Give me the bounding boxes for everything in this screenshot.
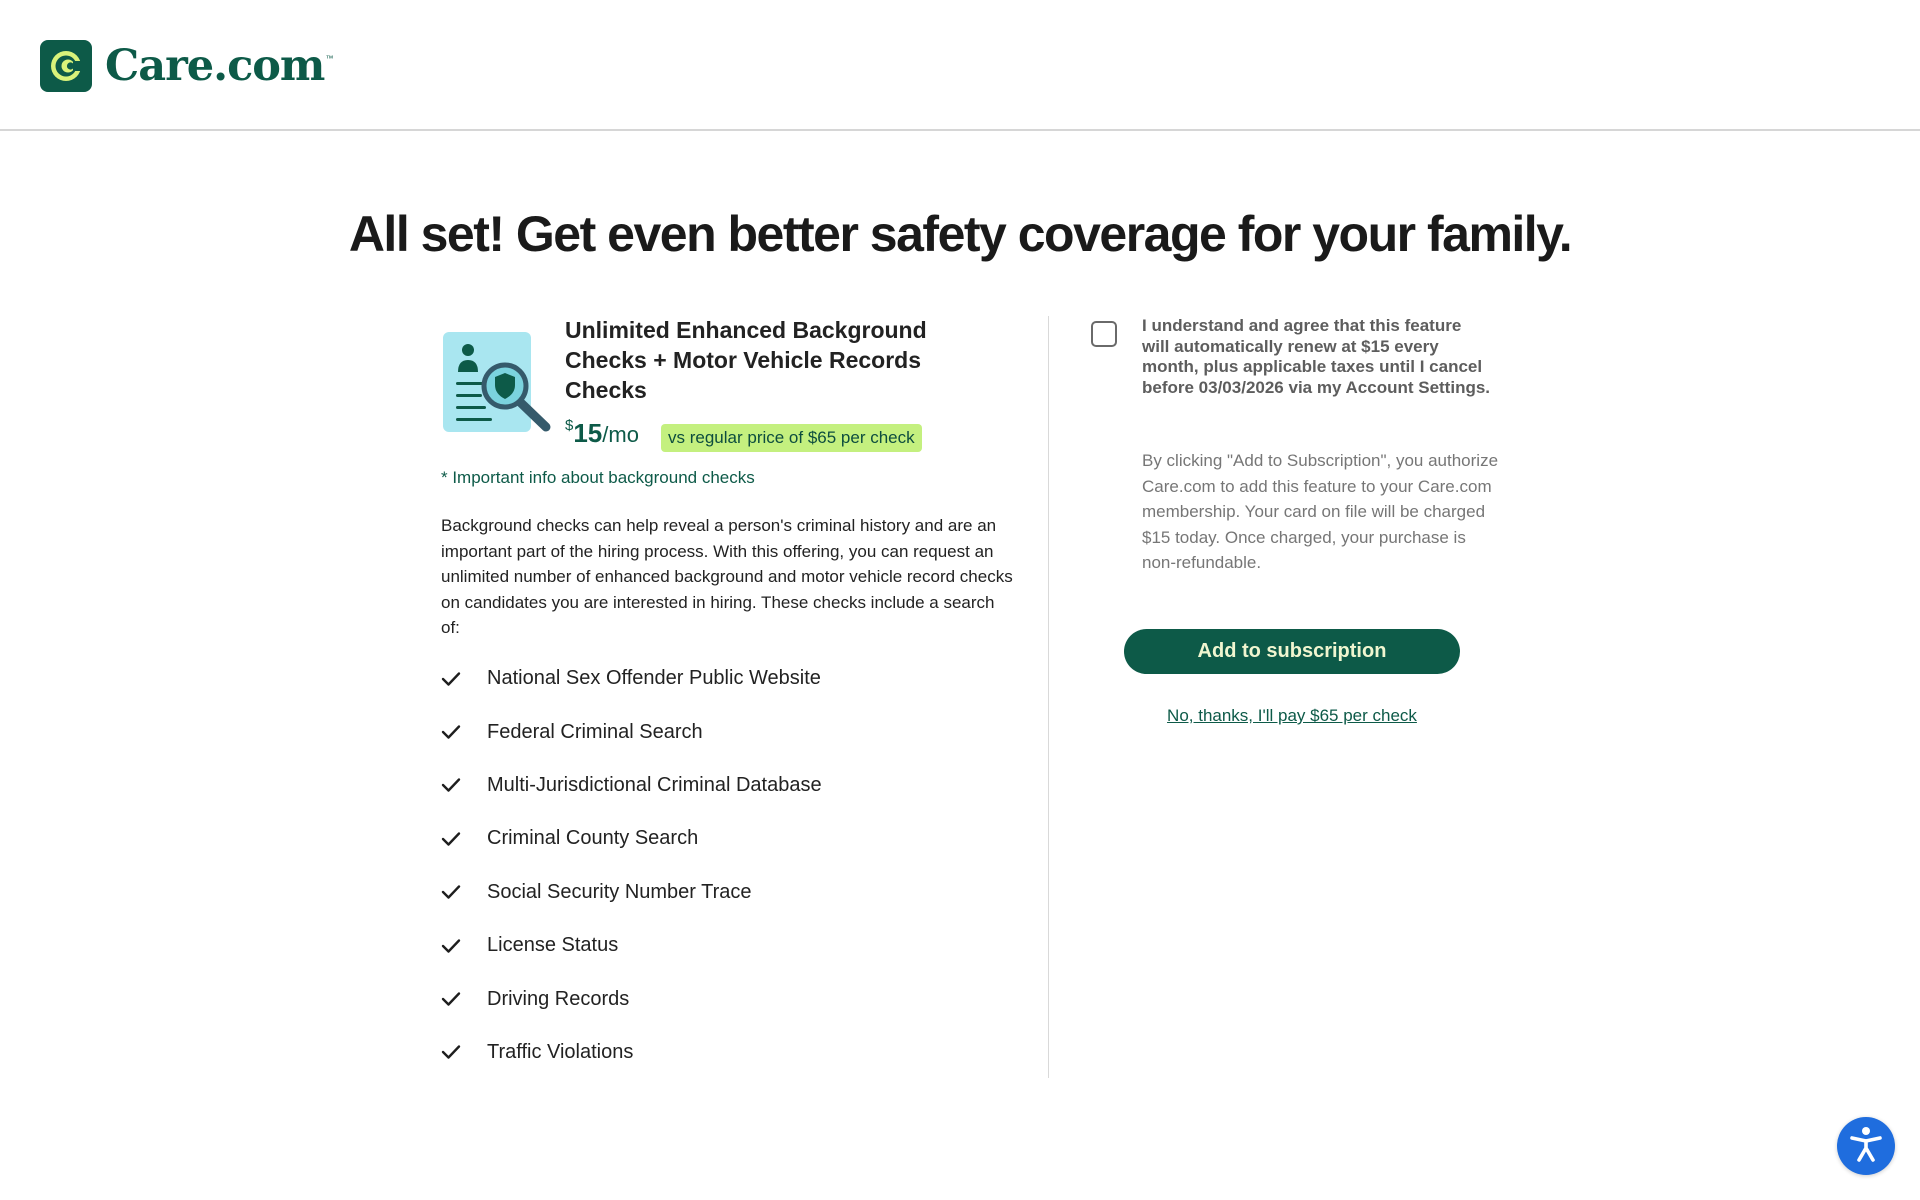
column-divider [1048,316,1049,1078]
page-title: All set! Get even better safety coverage for your family. [348,206,1572,262]
background-check-icon [441,330,553,434]
check-item [441,1026,822,1079]
check-item [441,866,822,919]
checkmark-icon [441,991,471,1007]
price-amount: 15 [573,418,603,448]
authorization-text: By clicking "Add to Subscription", you authorize Care.com to add this feature to your Care.com membership. Your card on file will be charged $15 today. Once charged, your purchase is non-refundable. [1142,451,1499,572]
checkmark-icon [441,671,471,687]
checkmark-icon [441,724,471,740]
checkmark-icon [441,777,471,793]
check-item-label: Driving Records [487,987,630,1010]
checks-list [441,652,822,1079]
price-period: /mo [602,422,639,447]
checkmark-icon [441,831,471,847]
important-info-link[interactable]: * Important info about background checks [441,468,755,487]
checkmark-icon [441,1044,471,1060]
check-item-label: License Status [487,934,619,957]
care-c-icon [40,40,92,92]
site-header [0,0,1920,131]
agree-terms-text: I understand and agree that this feature will automatically renew at $15 every month, plus applicable taxes until I cancel before 03/03/2026 via my Account Settings. [1142,316,1491,397]
accessibility-icon [1849,1125,1883,1168]
check-item-label: Social Security Number Trace [487,880,752,903]
check-item-label: Criminal County Search [487,827,699,850]
accessibility-button[interactable] [1837,1117,1895,1175]
checkmark-icon [441,938,471,954]
trademark-symbol: ™ [325,54,334,63]
logo-wordmark: Care.com [105,41,325,91]
check-item [441,705,822,758]
offer-description: Background checks can help reveal a person's criminal history and are an important part of the hiring process. With this offering, you can request an unlimited number of enhanced background and motor vehicle record checks on candidates you are interested in hiring. These checks include a search of: [441,516,1013,637]
check-item [441,919,822,972]
check-item [441,972,822,1025]
offer-title: Unlimited Enhanced Background Checks + Motor Vehicle Records Checks [565,317,927,403]
check-item-label: Federal Criminal Search [487,720,703,743]
offer-price [565,418,639,449]
care-logo-link[interactable] [40,40,333,92]
check-item [441,759,822,812]
price-currency: $ [565,417,574,434]
decline-link[interactable]: No, thanks, I'll pay $65 per check [1167,706,1417,725]
check-item [441,812,822,865]
add-to-subscription-button[interactable]: Add to subscription [1124,629,1460,674]
checkmark-icon [441,884,471,900]
check-item-label: National Sex Offender Public Website [487,667,821,690]
agree-checkbox[interactable] [1091,321,1117,347]
check-item-label: Multi-Jurisdictional Criminal Database [487,773,822,796]
check-item-label: Traffic Violations [487,1040,634,1063]
price-comparison-badge: vs regular price of $65 per check [661,424,922,452]
footer-text-cutoff [420,1192,1500,1200]
check-item [441,652,822,705]
